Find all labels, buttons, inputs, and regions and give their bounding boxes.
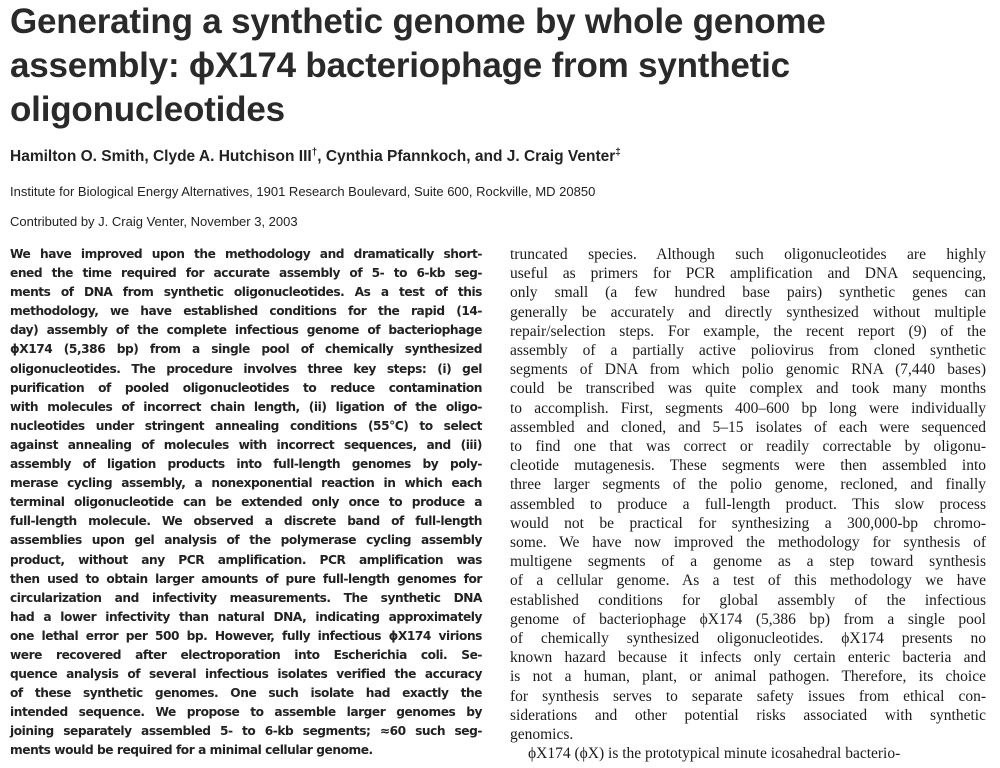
abstract-line: product, without any PCR amplification. PCR amplification was — [10, 552, 482, 567]
abstract-line: methodology, we have established conditions for the rapid (14- — [10, 304, 482, 319]
abstract-line: circularization and infectivity measurements. The synthetic DNA — [10, 590, 482, 605]
abstract-line: quence analysis of several infectious isolates verified the accuracy — [10, 667, 482, 682]
title-line: assembly: ϕX174 bacteriophage from synthetic — [10, 46, 790, 85]
body-line: would not be practical for synthesizing a 300,000-bp chromo- — [510, 514, 986, 532]
body-line: three larger segments of the polio genome, recloned, and finally — [510, 476, 986, 494]
abstract-line: assembly of ligation products into full-length genomes by poly- — [10, 457, 482, 472]
abstract-line: ened the time required for accurate assembly of 5- to 6-kb seg- — [10, 266, 482, 281]
abstract-line: merase cycling assembly, a nonexponential reaction in which each — [10, 476, 482, 491]
body-line: assembly of a partially active poliovirus from cloned synthetic — [510, 342, 986, 360]
body-line: repair/selection steps. For example, the recent report (9) of the — [510, 322, 986, 340]
dagger-mark: † — [311, 146, 318, 158]
body-line: assembled to produce a full-length product. This slow process — [510, 495, 986, 513]
body-line: cleotide mutagenesis. These segments were then assembled into — [510, 457, 986, 475]
body-line: to accomplish. First, segments 400–600 bp long were individually — [510, 399, 986, 417]
body-line: siderations and other potential risks associated with synthetic — [510, 706, 986, 724]
body-line: multigene segments of a genome as a step toward synthesis — [510, 553, 986, 571]
abstract-line: ments of DNA from synthetic oligonucleotides. As a test of this — [10, 285, 482, 300]
abstract-line: day) assembly of the complete infectious genome of bacteriophage — [10, 323, 482, 338]
abstract-line: were recovered after electroporation into Escherichia coli. Se- — [10, 647, 482, 662]
body-line: to find one that was correct or readily correctable by oligonu- — [510, 438, 986, 456]
body-line: of chemically synthesized oligonucleotides. ϕX174 presents no — [510, 630, 986, 648]
abstract — [10, 245, 482, 761]
abstract-line: purification of pooled oligonucleotides to reduce contamination — [10, 380, 482, 395]
body-line: is not a human, plant, or animal pathogen. Therefore, its choice — [510, 668, 986, 686]
title-line: oligonucleotides — [10, 90, 285, 129]
body-line: of a cellular genome. As a test of this methodology we have — [510, 572, 986, 590]
abstract-line: ϕX174 (5,386 bp) from a single pool of chemically synthesized — [10, 342, 482, 357]
abstract-line: against annealing of molecules with incorrect sequences, and (iii) — [10, 437, 482, 452]
body-line: segments of DNA from which polio genomic RNA (7,440 bases) — [510, 361, 986, 379]
abstract-line: full-length molecule. We observed a discrete band of full-length — [10, 514, 482, 529]
body-line: could be transcribed was quite complex and took many months — [510, 380, 986, 398]
abstract-line: then used to obtain larger amounts of pure full-length genomes for — [10, 571, 482, 586]
body-line: generally be accurately and directly synthesized without multiple — [510, 303, 986, 321]
abstract-line: We have improved upon the methodology and dramatically short- — [10, 247, 482, 261]
body-line: assembled and cloned, and 5–15 isolates of each were sequenced — [510, 418, 986, 436]
body-line: only small (a few hundred base pairs) synthetic genes can — [510, 284, 986, 302]
affiliation: Institute for Biological Energy Alternatives, 1901 Research Boulevard, Suite 600, Rockville, MD 20850 — [10, 184, 596, 199]
abstract-line: with molecules of incorrect chain length, (ii) ligation of the oligo- — [10, 399, 482, 414]
abstract-line: assemblies upon gel analysis of the polymerase cycling assembly — [10, 533, 482, 548]
body-line: truncated species. Although such oligonucleotides are highly — [510, 246, 986, 263]
body-line: genomics. — [510, 726, 574, 744]
contributed-line: Contributed by J. Craig Venter, November 3, 2003 — [10, 214, 298, 229]
abstract-line: terminal oligonucleotide can be extended only once to produce a — [10, 495, 482, 510]
authors-part-1: Hamilton O. Smith, Clyde A. Hutchison III — [10, 148, 312, 165]
title-line: Generating a synthetic genome by whole genome — [10, 2, 826, 41]
abstract-line: ments would be required for a minimal cellular genome. — [10, 743, 373, 758]
abstract-line: oligonucleotides. The procedure involves three key steps: (i) gel — [10, 361, 482, 376]
abstract-line: one lethal error per 500 bp. However, fully infectious ϕX174 virions — [10, 628, 482, 643]
body-line: known hazard because it infects only certain enteric bacteria and — [510, 649, 986, 667]
body-line: for synthesis serves to separate safety issues from ethical con- — [510, 687, 986, 705]
abstract-line: joining separately assembled 5- to 6-kb segments; ≈60 such seg- — [10, 724, 482, 739]
body-line: some. We have now improved the methodology for synthesis of — [510, 534, 986, 552]
author-list — [10, 148, 990, 166]
abstract-line: intended sequence. We propose to assemble larger genomes by — [10, 705, 482, 720]
abstract-line: of these synthetic genomes. One such isolate had exactly the — [10, 686, 482, 701]
body-line: ϕX174 (ϕX) is the prototypical minute icosahedral bacterio- — [528, 745, 901, 763]
authors-part-2: , Cynthia Pfannkoch, and J. Craig Venter — [317, 148, 616, 165]
article-title — [10, 0, 990, 132]
double-dagger-mark: ‡ — [615, 146, 621, 158]
body-text-column — [510, 245, 986, 763]
body-line: genome of bacteriophage ϕX174 (5,386 bp) from a single pool — [510, 610, 986, 628]
body-line: useful as primers for PCR amplification and DNA sequencing, — [510, 265, 986, 283]
abstract-line: nucleotides under stringent annealing conditions (55°C) to select — [10, 418, 482, 433]
abstract-line: had a lower infectivity than natural DNA, indicating approximately — [10, 609, 482, 624]
body-line: established conditions for global assembly of the infectious — [510, 591, 986, 609]
